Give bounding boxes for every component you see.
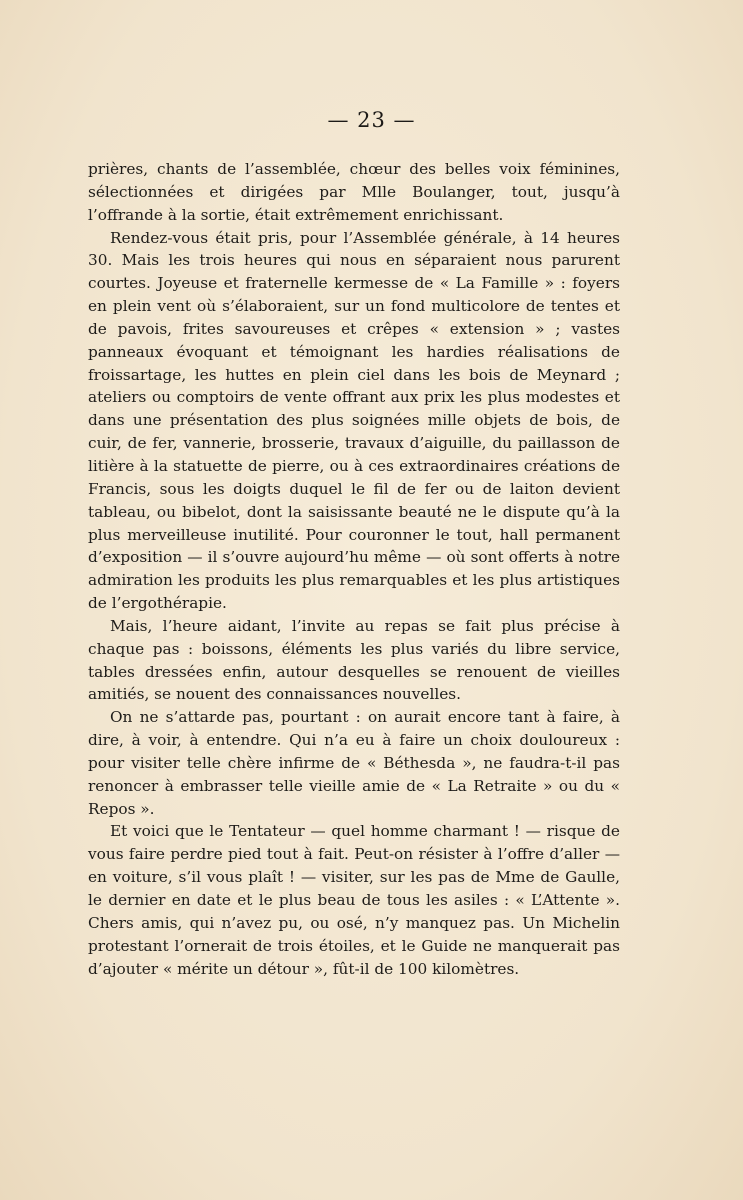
paragraph-3: Mais, l’heure aidant, l’invite au repas se fait plus précise à chaque pas : boissons, éléments les plus variés du libre service, tables dressées enfin, autour desquelles se renouent de vieilles amitiés, se nouent des connaissances nouvelles.	[88, 616, 620, 704]
body-text	[88, 158, 620, 980]
paragraph-4: On ne s’attarde pas, pourtant : on aurait encore tant à faire, à dire, à voir, à entendre. Qui n’a eu à faire un choix douloureux : pour visiter telle chère infirme de « Béthesda », ne faudra-t-il pas renoncer à embrasser telle vieille amie de « La Retraite » ou du « Repos ».	[88, 708, 620, 818]
paragraph-2: Rendez-vous était pris, pour l’Assemblée générale, à 14 heures 30. Mais les trois heures qui nous en séparaient nous parurent courtes. Joyeuse et fraternelle kermesse de « La Famille » : foyers en plein vent où s’élaboraient, sur un fond multicolore de tentes et de pavois, frites savoureuses et crêpes « extension » ; vastes panneaux évoquant et témoignant les hardies réalisations de froissartage, les huttes en plein ciel dans les bois de Meynard ; ateliers ou comptoirs de vente offrant aux prix les plus modestes et dans une présentation des plus soignées mille objets de bois, de cuir, de fer, vannerie, brosserie, travaux d’aiguille, du paillasson de litière à la statuette de pierre, ou à ces extraordinaires créations de Francis, sous les doigts duquel le fil de fer ou de laiton devient tableau, ou bibelot, dont la saisissante beauté ne le dispute qu’à la plus merveilleuse inutilité. Pour couronner le tout, hall permanent d’exposition — il s’ouvre aujourd’hu même — où sont offerts à notre admiration les produits les plus remarquables et les plus artistiques de l’ergothérapie.	[88, 228, 620, 613]
paragraph-5: Et voici que le Tentateur — quel homme charmant ! — risque de vous faire perdre pied tout à fait. Peut-on résister à l’offre d’aller — en voiture, s’il vous plaît ! — visiter, sur les pas de Mme de Gaulle, le dernier en date et le plus beau de tous les asiles : « L’Attente ». Chers amis, qui n’avez pu, ou osé, n’y manquez pas. Un Michelin protestant l’ornerait de trois étoiles, et le Guide ne manquerait pas d’ajouter « mérite un détour », fût-il de 100 kilomètres.	[88, 822, 620, 978]
paragraph-1: prières, chants de l’assemblée, chœur des belles voix féminines, sélectionnées et dirigées par Mlle Boulanger, tout, jusqu’à l’offrande à la sortie, était extrêmement enrichissant.	[88, 160, 620, 224]
page-number: — 23 —	[327, 108, 416, 132]
